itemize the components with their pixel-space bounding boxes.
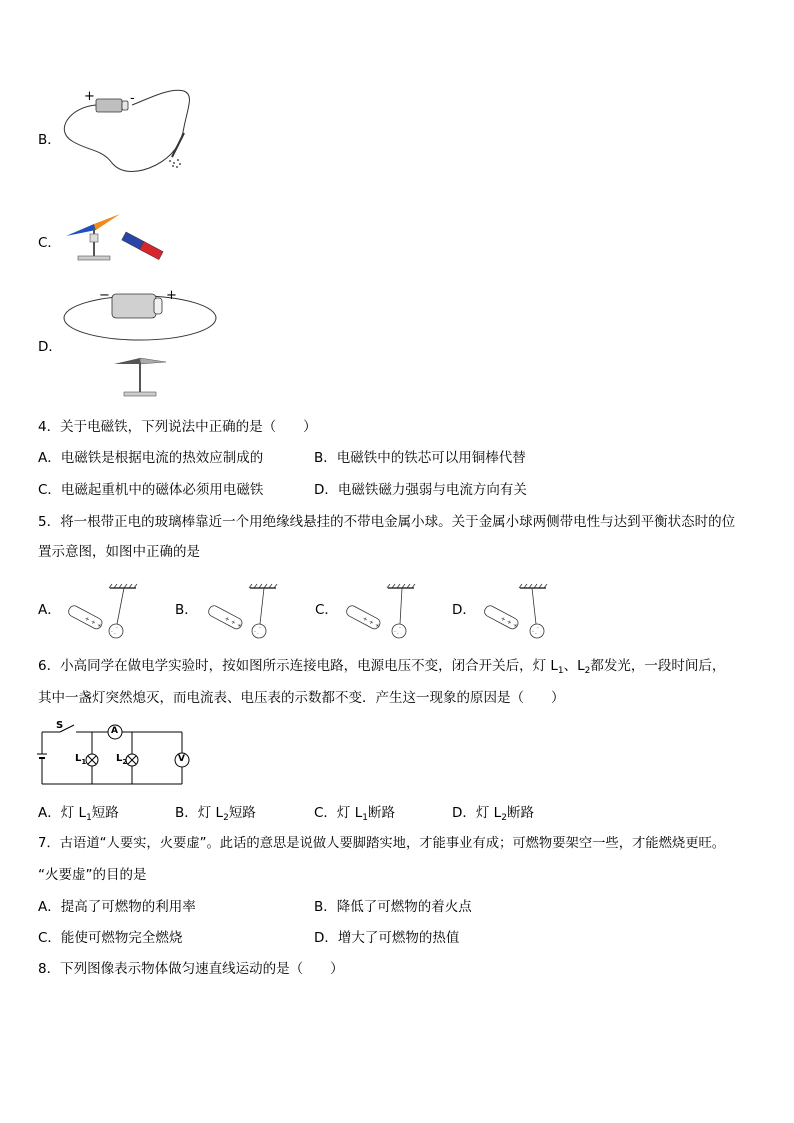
svg-text:·: · <box>399 625 401 632</box>
q4-option-d: D．电磁铁磁力强弱与电流方向有关 <box>314 482 527 498</box>
svg-text:·: · <box>254 629 256 636</box>
svg-text:+ + +: + + + <box>223 615 244 631</box>
svg-text:·: · <box>537 625 539 632</box>
q7-stem-line1: 7．古语道“人要实，火要虚”。此话的意思是说做人要脚踏实地，才能事业有成；可燃物要架空一些，才能燃烧更旺。 <box>38 836 726 851</box>
q4-option-a: A．电磁铁是根据电流的热效应制成的 <box>38 450 264 466</box>
svg-text:·: · <box>111 629 113 636</box>
q3-option-b-label: B． <box>38 132 61 148</box>
q3-b-battery-plus: + <box>84 89 95 104</box>
q5-option-c-figure <box>348 584 428 644</box>
q7-option-b: B．降低了可燃物的着火点 <box>314 899 472 915</box>
q7-option-d: D．增大了可燃物的热值 <box>314 930 460 946</box>
q6-lamp2-label: $L_2$ <box>116 753 128 766</box>
q5-option-a-label: A． <box>38 602 61 618</box>
svg-text:·: · <box>257 631 259 638</box>
q3-option-c-figure <box>64 210 174 270</box>
q5-stem-line2: 置示意图，如图中正确的是 <box>38 544 200 560</box>
svg-text:+ + +: + + + <box>361 615 382 631</box>
q7-option-c: C．能使可燃物完全燃烧 <box>38 930 183 946</box>
q6-option-d: D．灯 $L_2$断路 <box>452 805 534 823</box>
svg-text:·: · <box>114 631 116 638</box>
q3-d-battery-plus: + <box>166 288 177 303</box>
q5-option-b-figure <box>210 584 290 644</box>
svg-text:·: · <box>535 631 537 638</box>
svg-text:·: · <box>116 625 118 632</box>
svg-text:·: · <box>394 629 396 636</box>
q5-option-a-figure <box>70 584 150 644</box>
q6-switch-label: S <box>56 720 64 731</box>
q7-stem-line2: “火要虚”的目的是 <box>38 867 147 883</box>
q3-b-battery-minus: - <box>130 91 135 106</box>
q3-option-d-figure <box>62 286 222 406</box>
q8-stem: 8．下列图像表示物体做匀速直线运动的是（ ） <box>38 961 344 977</box>
q3-d-battery-minus: − <box>99 288 110 303</box>
q3-option-d-label: D． <box>38 339 62 355</box>
q5-option-b-label: B． <box>175 602 198 618</box>
q6-stem-line1: 6．小高同学在做电学实验时，按如图所示连接电路，电源电压不变，闭合开关后，灯 $L_1$、$L_2$都发光，一段时间后， <box>38 658 726 676</box>
q6-voltmeter-symbol: V <box>178 754 185 764</box>
q5-stem-line1: 5．将一根带正电的玻璃棒靠近一个用绝缘线悬挂的不带电金属小球。关于金属小球两侧带电性与达到平衡状态时的位 <box>38 514 736 530</box>
svg-text:+ + +: + + + <box>83 615 104 631</box>
q6-stem-line2: 其中一盏灯突然熄灭，而电流表、电压表的示数都不变．产生这一现象的原因是（ ） <box>38 690 565 706</box>
q6-lamp1-label: $L_1$ <box>75 753 87 766</box>
q4-option-c: C．电磁起重机中的磁体必须用电磁铁 <box>38 482 264 498</box>
q6-option-b: B．灯 $L_2$短路 <box>175 805 256 823</box>
q6-option-a: A．灯 $L_1$短路 <box>38 805 119 823</box>
q5-option-c-label: C． <box>315 602 338 618</box>
q4-stem: 4．关于电磁铁，下列说法中正确的是（ ） <box>38 419 317 435</box>
svg-text:+ + +: + + + <box>499 615 520 631</box>
q6-ammeter-symbol: A <box>111 726 118 736</box>
svg-text:·: · <box>532 629 534 636</box>
q5-option-d-figure <box>486 584 566 644</box>
q4-option-b: B．电磁铁中的铁芯可以用铜棒代替 <box>314 450 526 466</box>
svg-text:·: · <box>397 631 399 638</box>
q7-option-a: A．提高了可燃物的利用率 <box>38 899 196 915</box>
q5-option-d-label: D． <box>452 602 476 618</box>
q6-option-c: C．灯 $L_1$断路 <box>314 805 395 823</box>
svg-text:·: · <box>259 625 261 632</box>
q3-option-c-label: C． <box>38 235 61 251</box>
